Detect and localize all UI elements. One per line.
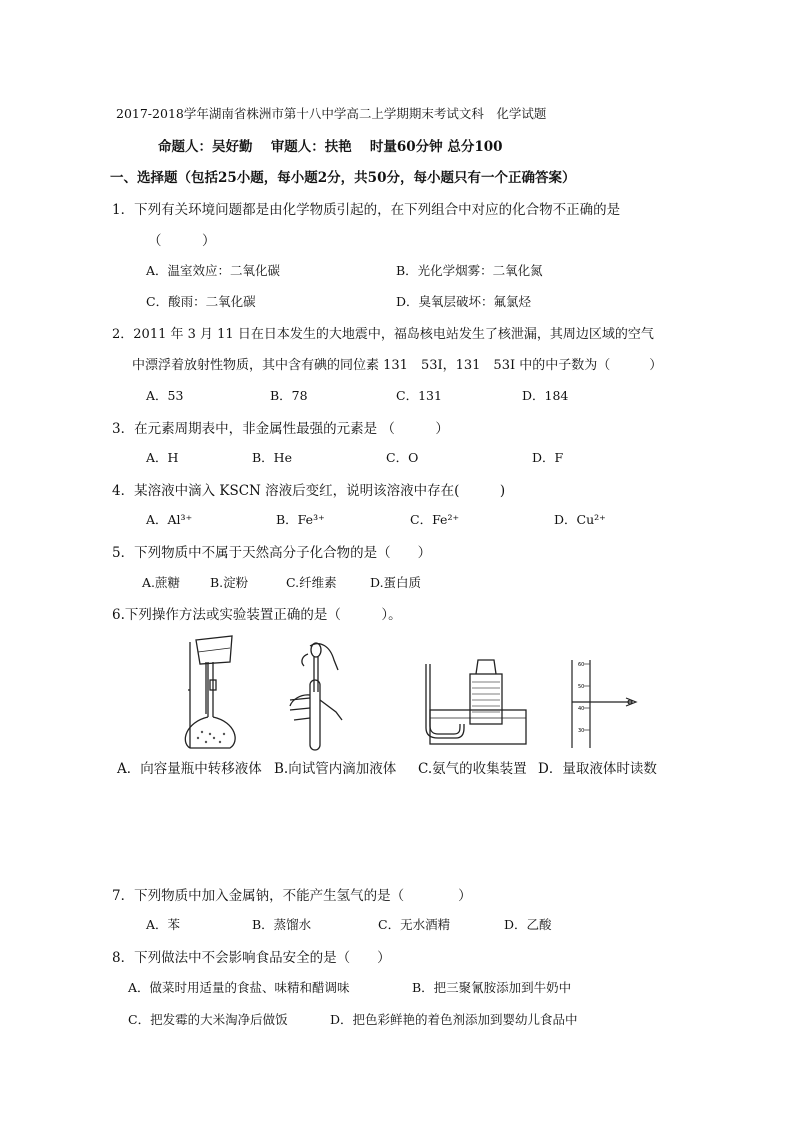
cylinder-tick-40: 40 bbox=[578, 706, 585, 712]
q2-option-b[interactable]: B．78 bbox=[270, 388, 308, 403]
q8-option-a[interactable]: A．做菜时用适量的食盐、味精和醋调味 bbox=[128, 980, 350, 995]
q6-option-d[interactable]: D．量取液体时读数 bbox=[538, 761, 657, 777]
q5-option-b[interactable]: B.淀粉 bbox=[210, 575, 249, 590]
q3-option-d[interactable]: D．F bbox=[532, 450, 564, 465]
q7-option-b[interactable]: B．蒸馏水 bbox=[252, 917, 312, 932]
q5-option-a[interactable]: A.蔗糖 bbox=[142, 575, 181, 590]
q2-option-a[interactable]: A．53 bbox=[146, 388, 184, 403]
q1-blank: （ ） bbox=[148, 233, 216, 249]
q3-option-a[interactable]: A．H bbox=[146, 450, 179, 465]
measuring-cylinder-figure bbox=[560, 656, 650, 756]
q2-option-c[interactable]: C．131 bbox=[396, 388, 442, 403]
q6-option-c[interactable]: C.氨气的收集装置 bbox=[418, 761, 527, 777]
q1-option-a[interactable]: A．温室效应：二氧化碳 bbox=[146, 263, 281, 278]
q1-option-b[interactable]: B．光化学烟雾：二氧化氮 bbox=[396, 263, 543, 278]
exam-title: 2017-2018学年湖南省株洲市第十八中学高二上学期期末考试文科 化学试题 bbox=[116, 106, 547, 121]
q8-option-b[interactable]: B．把三聚氰胺添加到牛奶中 bbox=[412, 980, 572, 995]
q3-option-b[interactable]: B．He bbox=[252, 450, 292, 465]
q8-option-c[interactable]: C．把发霉的大米淘净后做饭 bbox=[128, 1012, 288, 1027]
gas-collection-figure bbox=[420, 650, 530, 750]
q2-stem-line1: 2．2011 年 3 月 11 日在日本发生的大地震中，福岛核电站发生了核泄漏，其周边区域的空气 bbox=[112, 327, 654, 342]
q5-option-d[interactable]: D.蛋白质 bbox=[370, 575, 422, 590]
cylinder-tick-60: 60 bbox=[578, 662, 585, 668]
q1-stem: 1．下列有关环境问题都是由化学物质引起的，在下列组合中对应的化合物不正确的是 bbox=[112, 202, 621, 218]
q1-option-c[interactable]: C．酸雨：二氧化碳 bbox=[146, 294, 256, 309]
q4-option-c[interactable]: C．Fe²⁺ bbox=[410, 512, 460, 527]
q2-stem-line2: 中漂浮着放射性物质，其中含有碘的同位素 131 53I，131 53I 中的中子数为（ ） bbox=[132, 358, 663, 373]
q7-option-d[interactable]: D．乙酸 bbox=[504, 917, 552, 932]
q7-option-a[interactable]: A．苯 bbox=[146, 917, 181, 932]
q4-option-d[interactable]: D．Cu²⁺ bbox=[554, 512, 606, 527]
exam-meta: 命题人：吴好勤 审题人：扶艳 时量60分钟 总分100 bbox=[158, 139, 503, 155]
cylinder-tick-50: 50 bbox=[578, 684, 585, 690]
q5-option-c[interactable]: C.纤维素 bbox=[286, 575, 337, 590]
q4-option-b[interactable]: B．Fe³⁺ bbox=[276, 512, 325, 527]
q1-option-d[interactable]: D．臭氧层破坏：氟氯烃 bbox=[396, 294, 532, 309]
q3-option-c[interactable]: C．O bbox=[386, 450, 419, 465]
q4-option-a[interactable]: A．Al³⁺ bbox=[146, 512, 193, 527]
q6-option-a[interactable]: A．向容量瓶中转移液体 bbox=[117, 761, 262, 777]
q8-stem: 8．下列做法中不会影响食品安全的是（ ） bbox=[112, 950, 391, 966]
q6-stem: 6.下列操作方法或实验装置正确的是（ ）。 bbox=[112, 607, 402, 623]
section-heading: 一、选择题（包括25小题，每小题2分，共50分，每小题只有一个正确答案） bbox=[110, 170, 576, 186]
volumetric-flask-figure bbox=[168, 632, 248, 752]
q4-stem: 4．某溶液中滴入 KSCN 溶液后变红，说明该溶液中存在( ) bbox=[112, 483, 506, 499]
q5-stem: 5．下列物质中不属于天然高分子化合物的是（ ） bbox=[112, 545, 432, 561]
q7-option-c[interactable]: C．无水酒精 bbox=[378, 917, 451, 932]
q3-stem: 3．在元素周期表中，非金属性最强的元素是 （ ） bbox=[112, 421, 449, 437]
q7-stem: 7．下列物质中加入金属钠，不能产生氢气的是（ ） bbox=[112, 888, 472, 904]
q6-option-b[interactable]: B.向试管内滴加液体 bbox=[274, 761, 397, 777]
q2-option-d[interactable]: D．184 bbox=[522, 388, 569, 403]
cylinder-tick-30: 30 bbox=[578, 728, 585, 734]
test-tube-dropper-figure bbox=[280, 640, 350, 755]
q8-option-d[interactable]: D．把色彩鲜艳的着色剂添加到婴幼儿食品中 bbox=[330, 1012, 578, 1027]
